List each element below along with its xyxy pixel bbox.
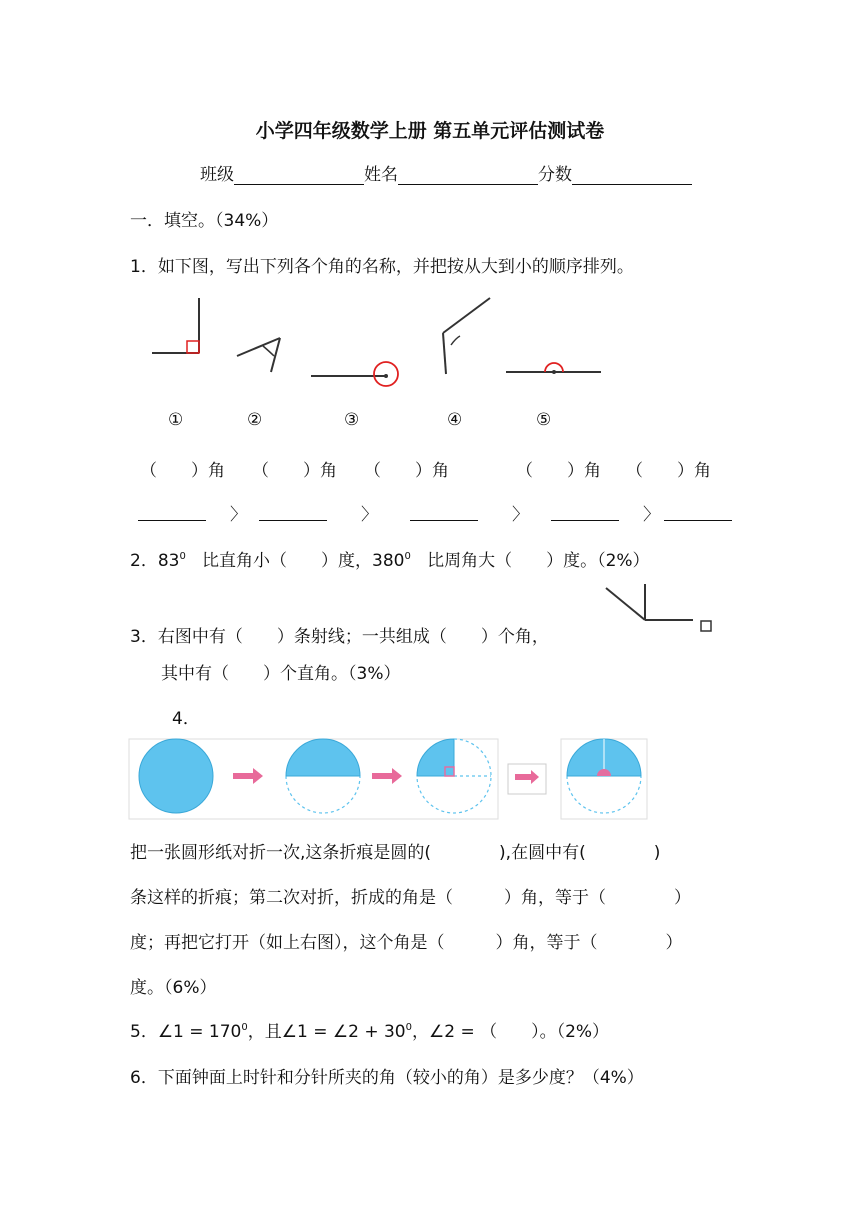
order-sep-3: 〉 — [512, 505, 529, 525]
q2-part1: 2．83 — [130, 551, 180, 571]
angle-3-figure — [311, 362, 398, 386]
question-4-number: 4． — [172, 709, 200, 729]
q4-line1-a: 把一张圆形纸对折一次,这条折痕是圆的( ) — [130, 843, 506, 863]
question-4-line-2: 条这样的折痕；第二次对折，折成的角是（ ）角，等于（ ） — [130, 888, 691, 908]
angle-5-figure — [506, 363, 601, 374]
page-title: 小学四年级数学上册 第五单元评估测试卷 — [255, 120, 605, 142]
q5-part3: ，∠2 = （ ）。（2%） — [411, 1022, 610, 1042]
order-blank-2[interactable] — [259, 500, 327, 521]
student-info-line — [200, 160, 692, 185]
q5-degree-sup-2: 0 — [405, 1022, 412, 1033]
q5-part1: 5．∠1 = 170 — [130, 1022, 242, 1042]
score-blank[interactable] — [572, 166, 692, 185]
order-sep-1: 〉 — [230, 505, 247, 525]
q2-part2: 比直角小（ ）度，380 — [202, 551, 405, 571]
question-1-text: 1．如下图，写出下列各个角的名称，并把按从大到小的顺序排列。 — [130, 257, 634, 277]
class-blank[interactable] — [234, 166, 364, 185]
angle-name-blank-1[interactable]: （ ）角 — [140, 461, 225, 481]
order-blank-5[interactable] — [664, 500, 732, 521]
q4-line1-b: ,在圆中有( ) — [505, 843, 661, 863]
question-3-line-1: 3．右图中有（ ）条射线；一共组成（ ）个角， — [130, 627, 549, 647]
question-2-text — [130, 546, 650, 571]
angle-2-figure — [237, 338, 280, 372]
q5-part2: ，且∠1 = ∠2 + 30 — [247, 1022, 406, 1042]
order-blank-4[interactable] — [551, 500, 619, 521]
order-sep-4: 〉 — [643, 505, 660, 525]
order-blank-1[interactable] — [138, 500, 206, 521]
class-label: 班级 — [200, 165, 234, 185]
question-4-line-4: 度。（6%） — [130, 978, 217, 998]
angle-name-blank-5[interactable]: （ ）角 — [626, 461, 711, 481]
question-5-text — [130, 1017, 609, 1042]
rays-figure — [600, 584, 730, 634]
angle-label-1: ① — [168, 410, 184, 430]
angle-name-blank-2[interactable]: （ ）角 — [252, 461, 337, 481]
angle-name-blank-3[interactable]: （ ）角 — [364, 461, 449, 481]
angle-name-blank-4[interactable]: （ ）角 — [516, 461, 601, 481]
angle-1-figure — [152, 298, 199, 353]
angle-label-2: ② — [247, 410, 263, 430]
score-label: 分数 — [538, 165, 572, 185]
q2-degree-sup-2: 0 — [404, 551, 411, 562]
question-3-line-2: 其中有（ ）个直角。（3%） — [161, 664, 401, 684]
order-blank-3[interactable] — [410, 500, 478, 521]
question-4-line-3: 度；再把它打开（如上右图），这个角是（ ）角，等于（ ） — [130, 933, 683, 953]
q2-degree-sup-1: 0 — [179, 551, 186, 562]
angle-figures — [0, 290, 860, 410]
angle-label-3: ③ — [344, 410, 360, 430]
section-heading: 一．填空。（34%） — [130, 211, 279, 231]
angle-label-5: ⑤ — [536, 410, 552, 430]
q5-degree-sup-1: 0 — [241, 1022, 248, 1033]
circle-folding-figure — [129, 736, 659, 826]
angle-4-figure — [443, 298, 490, 374]
question-4-line-1 — [130, 838, 660, 863]
order-sep-2: 〉 — [361, 505, 378, 525]
name-label: 姓名 — [364, 165, 398, 185]
question-6-text: 6．下面钟面上时针和分针所夹的角（较小的角）是多少度？（4%） — [130, 1068, 644, 1088]
name-blank[interactable] — [398, 166, 538, 185]
q2-part3: 比周角大（ ）度。（2%） — [427, 551, 650, 571]
angle-label-4: ④ — [447, 410, 463, 430]
